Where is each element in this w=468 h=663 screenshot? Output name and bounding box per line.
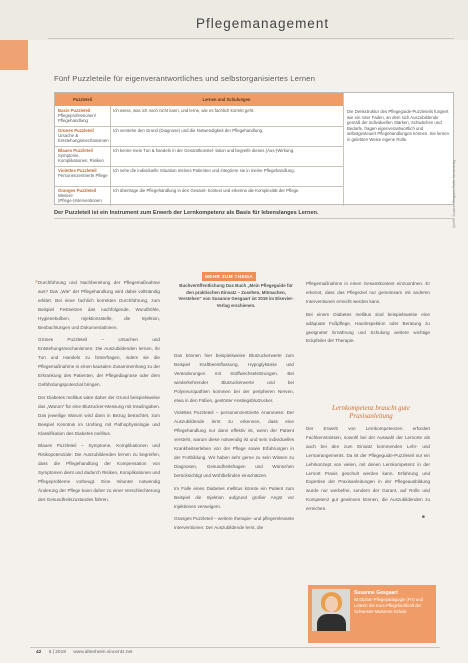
paragraph: Der Diabetes mellitus wäre daher der Grund beispielsweise das „Warum“ für eine Blutzucker-Messung mit Insulingaben. Das jeweilige Warum wird dann in Bezug betrachtet, zum Beispiel Kenntnis im Umfang mit Pathophysiologie und Klassifikation des Diabetes mellitus. [38,394,160,436]
divider [55,166,343,167]
paragraph: Grünes Puzzleteil – Ursachen und Entstehungsmechanismen: Die Auszubildenden lernen, ihr Tun und Handeln zu hinterfragen, indem sie die Pflegemaßnahme in einen kausalen Zusammenhang zu der Erkrankung des Patienten, der Pflegediagnose oder dem Gefährdungspotenzial bringen. [38,337,160,387]
author-box [308,585,436,643]
table-row-desc: Ich sehe die individuelle Situation meines Patienten und integriere sie in meine Pflegehandlung. [113,168,295,173]
image-credit: Quelle: Susanne Gesgaart, Grafik: thiemeverlag [452,160,456,228]
paragraph: Im Falle eines Diabetes mellitus könnte ein Patient zum Beispiel die Injektion aufgrund großer Angst vor Injektionen verweigern. [174,485,294,509]
table-row-desc: Ich verstehe den Grund (Diagnose) und die Notwendigkeit der Pflegehandlung. [113,128,264,133]
portrait-face [325,596,338,612]
paragraph: Bei einem Diabetes mellitus sind beispielsweise eine adäquate Fußpflege, Hautinspektion oder Beratung zu geeigneter Ernährung und Schulung weitere wichtige Eckpfeiler der Therapie. [306,311,430,344]
table-row-label: Oranges Puzzleteil Weitere (Pflege-)Interventionen [58,188,102,204]
divider [110,106,111,206]
paragraph: Das können hier beispielsweise Blutzuckerwerte zum Beispiel Kraftbeeinflussung, Hypoglykämie und Veränderungen mit Stoffwechselstörungen. Bei wiederkehrender Blutzuckerwerte und bei Polyneuropathien kommen bei der peripheren Nerven, etwa in den Füßen, gestörter Anstiegsblutzucker. [174,353,294,403]
article-column-2 [174,352,294,537]
footer-url: www.altenheim.vincentz.net [73,650,133,655]
table-side-note: Die Denkstruktur des Pflegeguide-Puzzleteils fungiert wie ein roter Faden, an dem sich Auszubildende gemäß der individuellen Stärken, Schwächen und Bedarfe, fragen eigenverantwortlich und selbstgesteuert Pflegehandlungen können. Sie lernen in gelebten Weise eigene Rolle. [347,109,449,142]
paragraph: Durchführung und Nachbereitung der Pflegemaßnahme aus? Das „Wie“ der Pflegehandlung wird dabei vollständig erklärt. Bei einer fachlich korrekten Durchführung, zum Beispiel Festsetzen das nachfolgende, Wundhöhle, Hygienebulben, Injektionsstelle, die Injektion, Beobachtungen und Dokumentationen. [38,280,160,330]
continuation-marker: » [35,279,38,285]
table-caption: Der Puzzleteil ist ein Instrument zum Erwerb der Lernkompetenz als Basis für lebenslanges Lernen. [54,210,319,216]
author-name: Susanne Gesgaart [354,590,398,596]
info-box-label: MEHR ZUM THEMA [202,272,256,281]
section-subheading: Lernkompetenz braucht gute Praxisanleitung [332,405,410,420]
paragraph: Violettes Puzzleteil – personenzentrierte Anamnese: Der Auszubildende lernt zu erkennen, dass eine Pflegehandlung nur dann effektiv ist, wenn der Patient versteht, warum diese notwendig ist und sein individuelles Krankheitserleben von der Pflege sowie Erfahrungen in der Fortbildung. Wir haben sehr gerne zu sein Wissen zu Diagnosen, Gesundheitsfragen und Wünschen berücksichtigt und Wohlbefinden einschätzen. [174,410,294,478]
table-subtitle: Fünf Puzzleteile für eigenverantwortliches und selbstorganisiertes Lernen [54,74,316,83]
learning-table [54,92,454,205]
page-number: 42 [36,650,42,655]
divider [55,186,343,187]
paragraph: Blaues Puzzleteil – Symptome, Komplikationen und Risikopotenziale: Die Auszubildenden lernen zu begreifen, dass die Pflegehandlung der Kompensation von Symptomen dient und dadurch Risiken, Komplikationen und Pflegeprobleme vorbeugt. Eine mitunter notwendig Änderung der Pflege kann daher zu einer Verschlechterung des Gesundheitszustandes führen. [38,443,160,502]
article-column-1 [38,279,160,509]
table-header-lernen: Lernen und Schulungen [110,93,343,106]
page-title: Pflegemanagement [196,16,330,31]
footer [36,650,133,655]
portrait-shirt [317,614,346,631]
article-column-3 [306,280,430,350]
paragraph: Oranges Puzzleteil – weitere therapie- und pflegerelevante Interventionen: Der Auszubildende lernt, die [174,516,294,531]
end-mark: ■ [422,514,425,519]
divider [30,647,440,648]
table-row-label: Blaues Puzzleteil Symptome, Komplikationen, Risiken [58,148,104,164]
divider [48,38,454,39]
divider [343,93,344,206]
divider [55,146,343,147]
article-column-3-continued [306,425,430,518]
table-row-label: Grünes Puzzleteil Ursache & Entstehungsmechanismen [58,128,109,144]
paragraph: Pflegemaßnahme in einen Gesamtkontext einzuordnen. Er erkennt, dass das Pflegeziel nur gemeinsam mit anderen Interventionen erreicht werden kann. [306,281,430,304]
accent-strip [0,40,28,70]
author-photo [312,589,350,631]
table-row-desc: Ich kenne mein Tun & handeln in der Gesamtkonstel- lation und begreife dieses (Aus-)Wirkung. [113,148,295,153]
table-row-desc: Ich weiss, was ich noch nicht kann, und lerne, wie es fachlich korrekt geht. [113,108,255,113]
table-row-label: Violettes Puzzleteil Personenzentrierte Pflege [58,168,108,179]
table-row-desc: Ich übertrage die Pflegehandlung in den Gesamt- kontext und erkenne die Komplexität der Pflege. [113,188,300,193]
issue-date: 5 | 2019 [48,650,66,655]
divider [55,126,343,127]
divider [54,218,454,219]
table-header-puzzleteil: Puzzleteil [55,93,110,106]
author-bio: ist Diplom-Pflegepädagogin (FH) und Leiterin der Kurs-Pflegefachkraft der Schwester-Marianne-Schule [354,597,423,615]
paragraph: Der Erwerb von Lernkompetenzen erfordert Fachkenntnissen, sowohl bei der Auswahl der Lernorte als auch bei den zum Einsatz kommenden Lehr- und Lernarrangements. Da ist der Pflegeguide-Puzzleteil nur ein Lehrkonzept von vielen, mit denen Lernkompetenz in der Lernort Praxis geschult werden kann. Erfahrung und Expertise der Praxisanleitungen in der Pflegeausbildung wurde nur werbefrei, sondern der Garant, auf Rolle und Kompetenz gut gewinnen können, die Auszubildenden zu erreichen. [306,426,430,512]
table-row-label: Basis Puzzleteil Pflegeprofessionen/ Pflegehandlung [58,108,96,124]
info-box-text: Buchveröffentlichung Das Buch „Mein Pflegeguide für den praktischen Einsatz – Zusehen, Mitmachen, Verstehen“ von Susanne Gesgaart ist 2019 im Elsevier-Verlag erschienen. [178,283,294,308]
